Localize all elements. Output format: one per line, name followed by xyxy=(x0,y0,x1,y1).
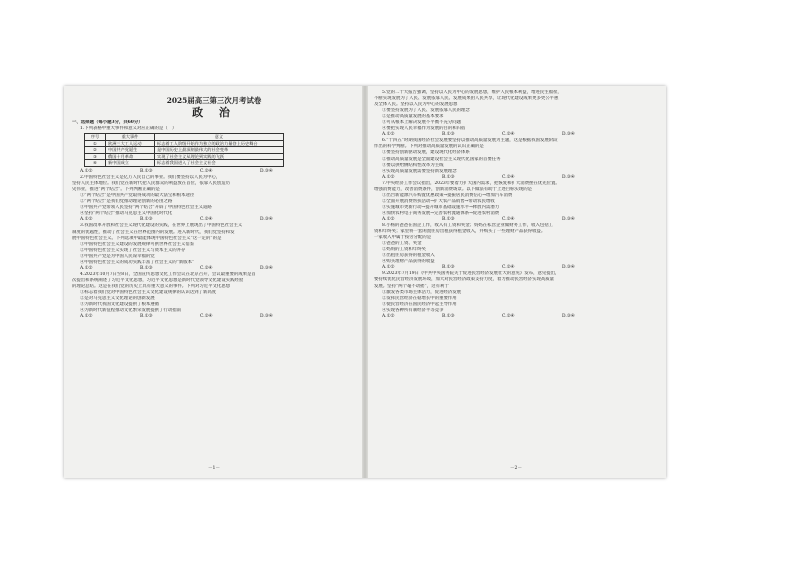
choice: D.③④ xyxy=(260,314,273,320)
question-8-line: 8.小杨的爸爸在国企工作，收入有工资和奖金；妈妈在私营企业做财务工作，收入包括工 xyxy=(382,223,554,229)
exam-subject: 政 治 xyxy=(192,106,236,119)
choice: B.①③ xyxy=(442,174,455,180)
table-cell: ④ xyxy=(85,160,106,167)
option-statement: ③中国共产党是为中国人民谋幸福的党 xyxy=(80,253,155,259)
events-table xyxy=(84,133,284,167)
exam-title: 2025届高三第三次月考试卷 xyxy=(166,96,262,105)
choice: D.③④ xyxy=(562,132,575,138)
answer-choices xyxy=(72,314,356,320)
question-2-line: 史伟业，推进“两个结合”。下列判断正确的是 xyxy=(72,187,160,193)
table-cell: 标志着我国进入了社会主义社会 xyxy=(155,160,284,167)
choice: D.③④ xyxy=(562,313,575,319)
choice: C.②④ xyxy=(200,217,213,223)
option-statement: ②中国特色社会主义实现了社会主义与资本主义的并存 xyxy=(80,247,186,253)
option-statement: ④加快农村电子商务发展→完善农村流通体系→促进农村消费 xyxy=(382,210,500,216)
option-statement: ①中国特色社会主义建设的发展规律可供世界社会主义借鉴 xyxy=(80,241,195,247)
question-8-line: 一家收入中属于按劳分配的是 xyxy=(374,235,432,241)
question-7-line: 7.中央经济工作会议指出，2023年要着力扩大国内需求，把恢复和扩大消费摆在优先位置。 xyxy=(382,180,560,186)
section-heading: 一、选择题（每小题3分，共60分） xyxy=(72,120,143,125)
answer-choices xyxy=(374,314,658,320)
question-3-line: 3.我国改革开放和社会主义现代化建设的实践，在世界上展现出了中国特色社会主义 xyxy=(80,223,243,229)
table-header: 重大事件 xyxy=(106,134,155,141)
choice: A.①② xyxy=(80,169,93,175)
option-statement: ③可从根本上解决发展不平衡不充分问题 xyxy=(382,120,462,126)
question-1: 1.下列表格中重大事件和意义对应正确的是（ ） xyxy=(80,126,177,132)
choice: B.①③ xyxy=(442,313,455,319)
exam-sheet xyxy=(64,86,666,478)
option-statement: ③为新时代我国文化建设提供了根本遵循 xyxy=(80,302,160,308)
answer-choices xyxy=(374,175,658,181)
option-statement: ④要把实现人民幸福作为发展的目的和归宿 xyxy=(382,126,466,132)
left-page xyxy=(72,90,356,474)
option-statement: ②发挥民营经济在稳增长中的重要作用 xyxy=(382,295,457,301)
choice: C.②④ xyxy=(502,216,515,222)
page-number: －2－ xyxy=(509,465,523,471)
option-statement: ①“两个结合”是中国共产党取得成功的最大法宝和根本途径 xyxy=(80,193,195,199)
option-statement: ④坚持“两个结合”推动马克思主义中国化时代化 xyxy=(80,211,173,217)
choice: C.②④ xyxy=(200,265,213,271)
option-statement: ①标志着我们党对中国特色社会主义文化建设规律的认识达到了新高度 xyxy=(80,290,217,295)
option-statement: ①出台新能源汽车购置优惠政策→提振居民消费信心→增加汽车消费 xyxy=(382,192,513,198)
choice: A.①② xyxy=(80,314,93,320)
table-cell: 欧洲三大工人运动 xyxy=(106,140,155,147)
question-5-line: 及全体人民。坚持以人民为中心的发展思想 xyxy=(374,102,458,108)
table-cell: 俄国十月革命 xyxy=(106,153,155,160)
choice: A.①② xyxy=(382,174,395,180)
choice: A.①② xyxy=(382,265,395,271)
choice: C.②④ xyxy=(502,132,515,138)
option-statement: ②妈妈的工资和年终奖 xyxy=(382,247,426,253)
question-6-line: 作出的科学判断。下列对推动高质量发展的认识正确的是 xyxy=(374,144,484,150)
choice: A.①② xyxy=(80,265,93,271)
option-statement: ③中国共产党带领人民坚持“两个结合”开辟了中国特色社会主义道路 xyxy=(80,205,212,211)
question-8-line: 资和年终奖；家里将一套闲置住房出租获得租金收入，并购买了一些理财产品获得收益。 xyxy=(374,229,546,235)
table-cell: ② xyxy=(85,147,106,154)
option-statement: ④中国特色社会主义的成功实践丰富了社会主义的“新版本” xyxy=(80,259,195,265)
option-statement: ②推动高质量发展是全面建设社会主义现代化国家的首要任务 xyxy=(382,156,501,162)
option-statement: ①爸爸的工资、奖金 xyxy=(382,241,422,247)
table-cell: ① xyxy=(85,140,106,147)
option-statement: ③使民营经济在国民经济中起主导作用 xyxy=(382,301,457,307)
choice: D.③④ xyxy=(562,265,575,271)
question-3-line: 制度的优越性，推动了社会主义在世界范围内的发展。进入新时代，我们党坚持和发 xyxy=(72,229,235,235)
question-5-line: 不断实现发展为了人民、发展依靠人民、发展成果由人民共享，让现代化建设成果更多更公平惠 xyxy=(374,96,559,102)
table-header-row xyxy=(85,134,284,141)
option-statement: ③要以供给侧结构性改革为主线 xyxy=(382,162,444,168)
choice: C.②④ xyxy=(502,313,515,319)
table-header: 意义 xyxy=(155,134,284,141)
question-4-line: 次提出和系统阐述了习近平文化思想，习近平文化思想是新时代党领导文化建设实践经验 xyxy=(72,277,244,283)
table-cell: 实现了社会主义从理论到实践的飞跃 xyxy=(155,153,284,160)
option-statement: ③出租住房获得的租金收入 xyxy=(382,253,435,259)
choice: D.③④ xyxy=(562,216,575,222)
table-row xyxy=(85,153,284,160)
question-2-line: 2.中国特色社会主义是亿万人民自己的事业。我们要坚持以人民为中心， xyxy=(80,175,221,181)
table-cell: ③ xyxy=(85,153,106,160)
question-6-line: 6.“十四五”时期我国经济社会发展要坚持以推动高质量发展为主题，这是根据我国发展阶段 xyxy=(382,138,558,144)
choice: C.②④ xyxy=(502,174,515,180)
option-statement: ②“两个结合”是我们党推动理论创新的必由之路 xyxy=(80,199,173,205)
option-statement: ③实施城市更新行动→提升城市基础设施水平→释放内需潜力 xyxy=(382,204,500,210)
question-4-line: 4.2023年10月7日至8日，全国宣传思想文化工作会议在北京召开，会议最重要的成果是首 xyxy=(80,271,256,277)
table-row xyxy=(85,140,284,147)
option-statement: ④购买理财产品获得的收益 xyxy=(382,259,435,265)
question-9-line: 9.2023年7月19日《中共中央国务院关于促进民营经济发展壮大的意见》发布，意见提出， xyxy=(382,271,560,277)
option-statement: ①要坚持发展为了人民、发展依靠人民的理念 xyxy=(382,108,470,114)
table-cell: 中国共产党诞生 xyxy=(106,147,155,154)
choice: B.①③ xyxy=(442,132,455,138)
choice: D.③④ xyxy=(260,169,273,175)
option-statement: ②是对马克思主义文化理论的创新发展 xyxy=(80,296,155,302)
option-statement: ④为新时代新征程推动文化繁荣发展提供了行动指南 xyxy=(80,308,181,314)
option-statement: ④实现各种所有制经济平等竞争 xyxy=(382,307,444,313)
answer-choices xyxy=(72,266,356,272)
question-5-line: 5.党的二十大报告强调，坚持以人民为中心的发展思想，维护人民根本利益，增进民生福祉， xyxy=(382,90,562,95)
choice: B.①③ xyxy=(140,169,153,175)
choice: A.①② xyxy=(382,313,395,319)
question-3-line: 展中国特色社会主义。下列选项中最能体现中国特色社会主义“这一定的”的是 xyxy=(72,235,222,241)
option-statement: ②全面开展消费帮扶活动→扩大农产品销售→带动农民增收 xyxy=(382,198,495,204)
question-9-line: 要持续优化民营经济发展环境，加大对民营经济政策支持力度，着力推动民营经济实现高质量 xyxy=(374,277,555,283)
choice: C.②④ xyxy=(502,265,515,271)
table-cell: 是中国历史上最深刻最伟大的社会变革 xyxy=(155,147,284,154)
choice: B.①③ xyxy=(442,216,455,222)
table-row xyxy=(85,160,284,167)
table-cell: 新中国成立 xyxy=(106,160,155,167)
question-2-line: 坚持人民主体地位。我们党在新时代把人民群众的利益放在首位，依靠人民创造历 xyxy=(72,181,231,187)
choice: B.①③ xyxy=(140,265,153,271)
choice: D.③④ xyxy=(260,265,273,271)
page-number: －1－ xyxy=(207,465,221,471)
question-9-line: 发展。坚持“两个毫不动摇”，这有利于 xyxy=(374,283,449,289)
table-row xyxy=(85,147,284,154)
choice: A.①② xyxy=(80,217,93,223)
right-page xyxy=(374,90,658,474)
table-header: 序号 xyxy=(85,134,106,141)
choice: B.①③ xyxy=(140,314,153,320)
page-fold xyxy=(362,86,368,478)
option-statement: ②是推动高质量发展的基本要求 xyxy=(382,114,444,120)
option-statement: ④实现高质量发展需要坚持新发展理念 xyxy=(382,168,457,174)
choice: C.②④ xyxy=(200,314,213,320)
option-statement: ①激发各类市场主体活力，促进经济发展 xyxy=(382,289,462,295)
choice: D.③④ xyxy=(260,217,273,223)
choice: A.①② xyxy=(382,132,395,138)
choice: B.①③ xyxy=(442,265,455,271)
choice: A.①② xyxy=(382,216,395,222)
choice: B.①③ xyxy=(140,217,153,223)
table-cell: 标志着工人阶级开始作为独立的政治力量登上历史舞台 xyxy=(155,140,284,147)
choice: C.②④ xyxy=(200,169,213,175)
question-4-line: 的理论总结。这是在我们党的历史上具有重大意义的事件。下列对习近平文化思想 xyxy=(72,283,231,289)
choice: D.③④ xyxy=(562,174,575,180)
option-statement: ①要坚持创新驱动发展，建设现代化经济体系 xyxy=(382,150,470,156)
question-7-line: 增强消费能力，改善消费条件，创新消费场景。以下做法有助于上述目标实现的是 xyxy=(374,186,533,192)
